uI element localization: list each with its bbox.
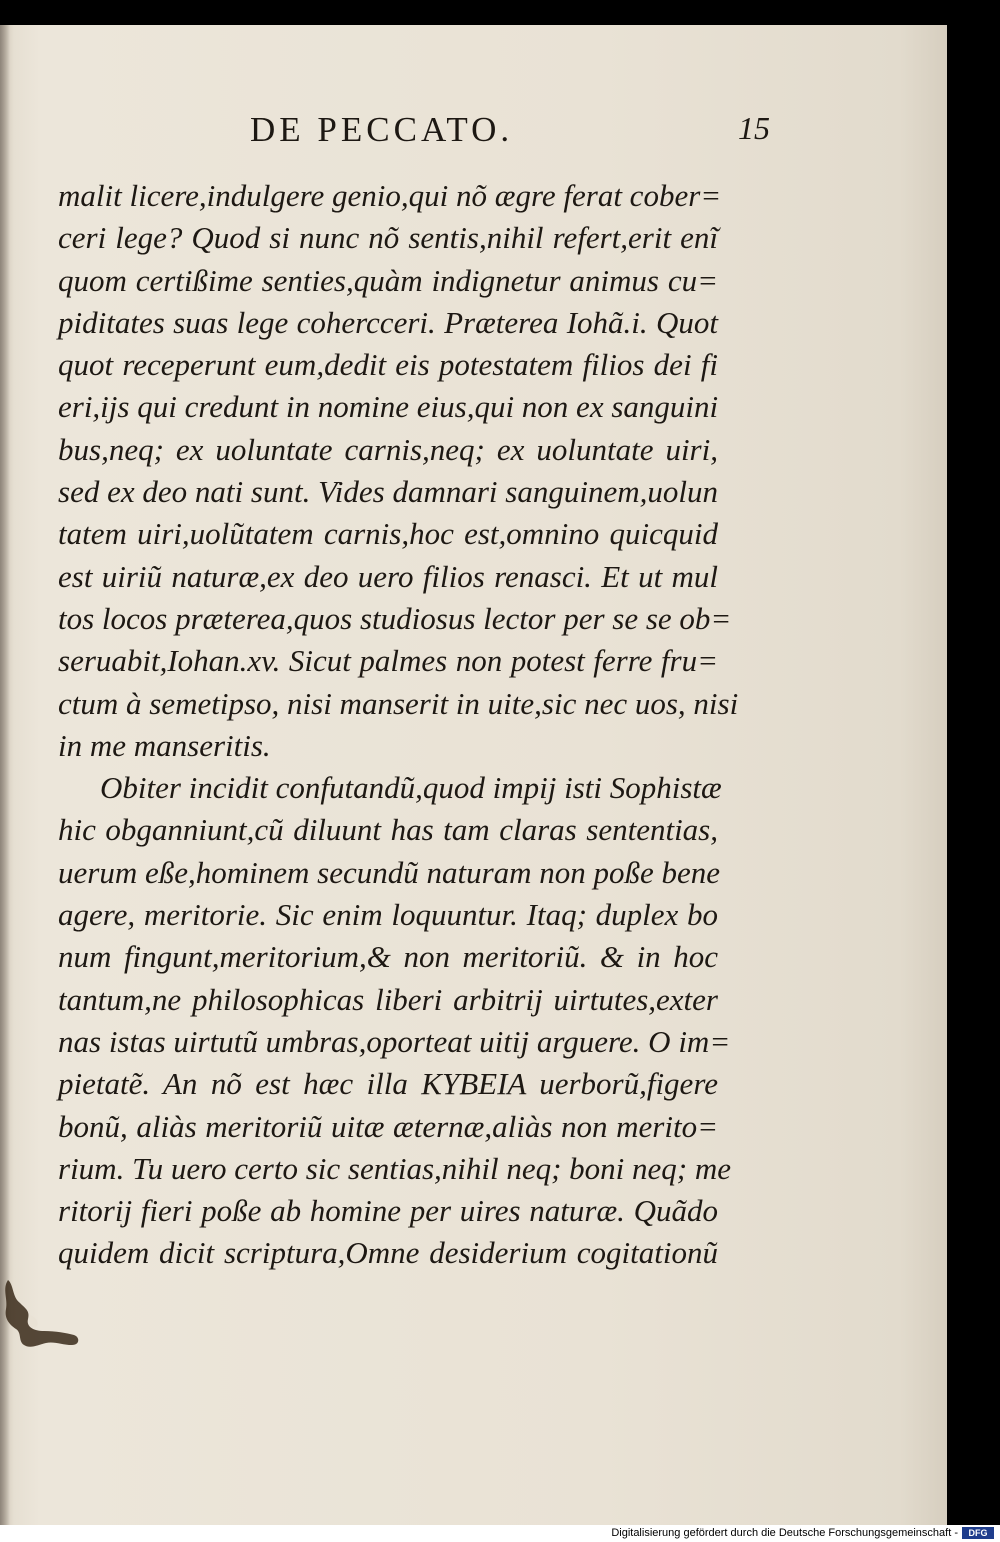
text-line: eri,ijs qui credunt in nomine eius,qui non ex sanguini — [58, 389, 719, 425]
text-line: bonũ, aliàs meritoriũ uitæ æternæ,aliàs non merito= — [58, 1108, 718, 1144]
text-line: ceri lege? Quod si nunc nõ sentis,nihil refert,erit enĩ — [58, 220, 718, 256]
text-line: sed ex deo nati sunt. Vides damnari sanguinem,uolun — [58, 474, 718, 510]
text-line: quidem dicit scriptura,Omne desiderium cogitationũ — [58, 1235, 718, 1271]
text-line: pietatẽ. An nõ est hæc illa ΚΥΒΕΙΑ uerborũ,figere — [58, 1066, 718, 1102]
funding-credit: Digitalisierung gefördert durch die Deutsche Forschungsgemeinschaft - — [611, 1527, 958, 1539]
text-line: bus,neq; ex uoluntate carnis,neq; ex uoluntate uiri, — [58, 431, 718, 467]
text-line: agere, meritorie. Sic enim loquuntur. Itaq; duplex bo — [58, 897, 718, 933]
text-line: piditates suas lege cohercceri. Præterea Iohã.i. Quot — [58, 304, 718, 340]
text-line: hic obganniunt,cũ diluunt has tam claras sententias, — [58, 812, 718, 848]
text-line: tos locos præterea,quos studiosus lector per se se ob= — [58, 600, 732, 636]
page-header — [250, 110, 770, 160]
text-line: tatem uiri,uolũtatem carnis,hoc est,omnino quicquid — [58, 516, 718, 552]
text-line: seruabit,Iohan.xv. Sicut palmes non potest ferre fru= — [58, 643, 718, 679]
text-block — [58, 175, 739, 1275]
book-page — [0, 25, 947, 1525]
running-head: DE PECCATO. — [250, 110, 514, 149]
ink-stain — [0, 1275, 90, 1355]
text-line: num fingunt,meritorium,& non meritoriũ. & in hoc — [58, 939, 718, 975]
text-line: uerum eße,hominem secundũ naturam non poße bene — [58, 854, 721, 890]
text-line: nas istas uirtutũ umbras,oporteat uitij arguere. O im= — [58, 1023, 731, 1059]
text-line: est uiriũ naturæ,ex deo uero filios renasci. Et ut mul — [58, 558, 718, 594]
text-line: malit licere,indulgere genio,qui nõ ægre ferat cober= — [58, 178, 722, 213]
text-line: in me manseritis. — [58, 727, 271, 763]
dfg-logo: DFG — [962, 1527, 994, 1539]
text-line: rium. Tu uero certo sic sentias,nihil neq; boni neq; me — [58, 1150, 732, 1186]
footer-bar — [0, 1525, 1000, 1542]
text-line: tantum,ne philosophicas liberi arbitrij uirtutes,exter — [58, 981, 718, 1017]
text-line: quom certißime senties,quàm indignetur animus cu= — [58, 262, 718, 298]
text-line: ctum à semetipso, nisi manserit in uite,sic nec uos, nisi — [58, 685, 739, 721]
text-line: Obiter incidit confutandũ,quod impij isti Sophistæ — [100, 770, 722, 806]
text-line: ritorij fieri poße ab homine per uires naturæ. Quãdo — [58, 1193, 718, 1229]
text-line: quot receperunt eum,dedit eis potestatem filios dei fi — [58, 347, 718, 383]
page-number: 15 — [738, 110, 770, 146]
